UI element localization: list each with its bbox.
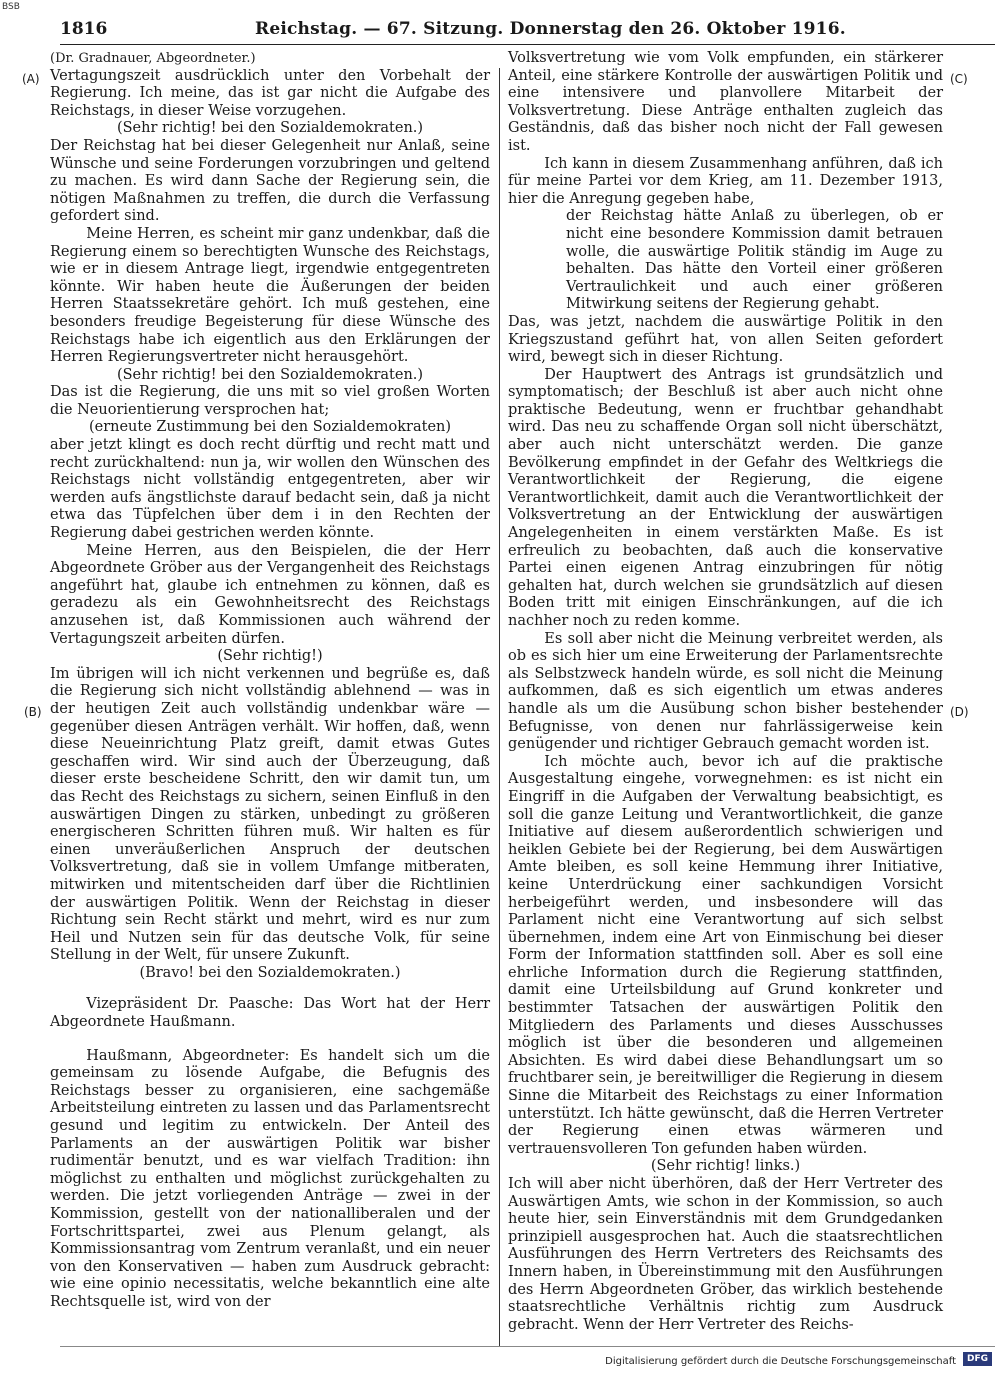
- paragraph: Vizepräsident Dr. Paasche: Das Wort hat der Herr Abgeordnete Haußmann.: [50, 996, 490, 1031]
- left-column: [50, 50, 490, 1312]
- margin-mark-a: (A): [22, 72, 40, 86]
- interjection: (Sehr richtig!): [217, 648, 323, 665]
- paragraph: Meine Herren, es scheint mir ganz undenkbar, daß die Regierung einem so berechtigten Wunsche des Reichstags, wie er in diesem Antrage liegt, irgendwie entgegentreten könnte. Wir haben heute die Äußerungen der beiden Herren Staatssekretäre gehört. Ich muß gestehen, eine besonders freudige Begeisterung für diese Wünsche des Reichstags habe ich eigentlich aus den Erklärungen der Herren Regierungsvertreter nicht herausgehört.: [50, 225, 490, 366]
- speaker-header: (Dr. Gradnauer, Abgeordneter.): [50, 51, 256, 66]
- paragraph: Ich kann in diesem Zusammenhang anführen, daß ich für meine Partei vor dem Krieg, am 11. Dezember 1913, hier die Anregung gegeben habe,: [508, 155, 943, 207]
- paragraph: Das, was jetzt, nachdem die auswärtige Politik in den Kriegszustand geführt hat, von allen Seiten gefordert wird, bewegt sich in dieser Richtung.: [508, 313, 943, 366]
- interjection: (Sehr richtig! bei den Sozialdemokraten.): [116, 366, 424, 383]
- interjection: (Sehr richtig! bei den Sozialdemokraten.): [116, 120, 424, 137]
- paragraph: Der Hauptwert des Antrags ist grundsätzlich und symptomatisch; der Beschluß ist aber auch nicht ohne praktische Bedeutung, wenn er fruchtbar gehandhabt wird. Das neu zu schaffende Organ soll nicht überschätzt, aber auch nicht unterschätzt werden. Die ganze Bevölkerung empfindet in der Gefahr des Weltkriegs die Verantwortlichkeit der Regierung, die eigene Verantwortlichkeit, damit auch die Verantwortlichkeit der Volksvertretung an der Entwicklung der auswärtigen Angelegenheiten in einem verstärkten Maße. Es ist erfreulich zu beobachten, daß auch die konservative Partei einen eigenen Antrag einzubringen für nötig gehalten hat, durch welchen sie grundsätzlich auf diesen Boden tritt mit einigen Einschränkungen, auf die ich nachher noch zu reden komme.: [508, 366, 943, 629]
- interjection: (erneute Zustimmung bei den Sozialdemokraten): [88, 419, 452, 436]
- dfg-logo: DFG: [963, 1352, 992, 1366]
- paragraph: Haußmann, Abgeordneter: Es handelt sich um die gemeinsam zu lösende Aufgabe, die Befugnis des Reichstags besser zu organisieren, eine sachgemäße Arbeitsteilung eintreten zu lassen und das Parlamentsrecht gesund und legitim zu entwickeln. Der Anteil des Parlaments an der auswärtigen Politik war bisher rudimentär benutzt, und es war vielfach Tradition: ihn möglichst zu enthalten und möglichst zurückgehalten zu werden. Die jetzt vorliegenden Anträge — zwei in der Kommission, gestellt von der nationalliberalen und der Fortschrittspartei, zwei aus Plenum gelangt, als Kommissionsantrag vom Zentrum veranlaßt, und ein neuer von den Konservativen — haben zum Ausdruck gebracht: wie eine opinio necessitatis, welche bekanntlich eine alte Rechtsquelle ist, wird von der: [50, 1047, 490, 1310]
- paragraph: Volksvertretung wie vom Volk empfunden, ein stärkerer Anteil, eine stärkere Kontrolle der auswärtigen Politik und eine intensivere und planvollere Mitarbeit der Volksvertretung. Diese Anträge enthalten zugleich das Geständnis, daß das bisher noch nicht der Fall gewesen ist.: [508, 50, 943, 154]
- paragraph: Es soll aber nicht die Meinung verbreitet werden, als ob es sich hier um eine Erweiterung der Parlamentsrechte als Selbstzweck handeln würde, es soll nicht die Meinung aufkommen, daß es sich eigentlich um etwas anderes handle als um die Ausübung schon bisher bestehender Befugnisse, von denen nur fahrlässigerweise kein genügender und richtiger Gebrauch gemacht worden ist.: [508, 630, 943, 753]
- footer-rule: [60, 1346, 995, 1347]
- column-divider: [499, 68, 500, 1346]
- interjection: (Bravo! bei den Sozialdemokraten.): [139, 964, 401, 981]
- library-corner-mark: BSB: [2, 2, 20, 12]
- paragraph: Das ist die Regierung, die uns mit so viel großen Worten die Neuorientierung versprochen hat;: [50, 384, 490, 418]
- margin-mark-b: (B): [24, 705, 42, 719]
- paragraph: Ich möchte auch, bevor ich auf die praktische Ausgestaltung eingehe, vorwegnehmen: es ist nicht ein Eingriff in die Aufgaben der Verwaltung beabsichtigt, es soll die ganze Leitung und Verantwortlichkeit, die ganze Initiative auf diesem außerordentlich schwierigen und heiklen Gebiete bei der Regierung, bei dem Auswärtigen Amte bleiben, es soll keine Hemmung ihrer Initiative, keine Unterdrückung einer sachkundigen Vorsicht herbeigeführt werden, und insbesondere will das Parlament nicht eine Verantwortung auf sich selbst übernehmen, indem eine Art von Einmischung bei dieser Form der Information stattfinden soll. Aber es soll eine ehrliche Information durch die Regierung stattfinden, damit eine Urteilsbildung auf Grund konkreter und bestimmter Tatsachen der auswärtigen Politik den Mitgliedern des Parlaments und dieses Ausschusses möglich ist über die besonderen und allgemeinen Absichten. Es wird dabei diese Behandlungsart um so fruchtbarer sein, je bereitwilliger die Regierung in diesem Sinne die Mitarbeit des Reichstags zu einer Information unterstützt. Ich hätte gewünscht, daß die Herren Vertreter der Regierung einen etwas wärmeren und vertrauensvolleren Ton gefunden haben würden.: [508, 753, 943, 1157]
- page-header: [60, 15, 990, 45]
- margin-mark-d: (D): [950, 705, 969, 719]
- paragraph: Meine Herren, aus den Beispielen, die der Herr Abgeordnete Gröber aus der Vergangenheit des Reichstags angeführt hat, glaube ich entnehmen zu können, daß es geradezu als ein Gewohnheitsrecht des Reichstags anzusehen ist, daß Kommissionen auch während der Vertagungszeit arbeiten dürfen.: [50, 542, 490, 647]
- paragraph: Ich will aber nicht überhören, daß der Herr Vertreter des Auswärtigen Amts, wie schon in der Kommission, so auch heute hier, sein Einverständnis mit dem Grundgedanken prinzipiell ausgesprochen hat. Auch die staatsrechtlichen Ausführungen des Herrn Vertreters des Reichsamts des Innern haben, in Übereinstimmung mit den Ausführungen des Herrn Abgeordneten Gröber, das wirklich bestehende staatsrechtliche Verhältnis richtig zum Ausdruck gebracht. Wenn der Herr Vertreter des Reichs-: [508, 1176, 943, 1333]
- paragraph: Der Reichstag hat bei dieser Gelegenheit nur Anlaß, seine Wünsche und seine Forderungen vorzubringen und geltend zu machen. Es wird dann Sache der Regierung sein, die nötigen Maßnahmen zu treffen, die durch die Verfassung gefordert sind.: [50, 137, 490, 225]
- funding-note: Digitalisierung gefördert durch die Deutsche Forschungsgemeinschaft: [605, 1356, 956, 1367]
- interjection: (Sehr richtig! links.): [650, 1158, 801, 1175]
- paragraph: aber jetzt klingt es doch recht dürftig und recht matt und recht zurückhaltend: nun ja, wir wollen den Wünschen des Reichstags nicht vollständig entgegentreten, aber wir werden aufs ängstlichste darauf bedacht sein, daß ja nicht etwa das Tüpfelchen über dem i in den Rechten der Regierung dabei gestrichen werden könnte.: [50, 437, 490, 542]
- running-title: Reichstag. — 67. Sitzung. Donnerstag den 26. Oktober 1916.: [255, 19, 846, 39]
- paragraph: Im übrigen will ich nicht verkennen und begrüße es, daß die Regierung sich nicht vollständig ablehnend — was in der heutigen Zeit auch vollständig undenkbar wäre — gegenüber diesen Anträgen verhält. Wir hoffen, daß, wenn diese Neueinrichtung Platz greift, damit etwas Gutes geschaffen wird. Wir sind auch der Überzeugung, daß dieser erste bescheidene Schritt, den wir damit tun, um das Recht des Reichstags zu sichern, seinen Einfluß in den auswärtigen Dingen zu stärken, unbedingt zu größeren energischeren Schritten führen muß. Wir halten es für einen unveräußerlichen Anspruch der deutschen Volksvertretung, daß sie in vollem Umfange mitberaten, mitwirken und mitentscheiden darf über die Richtlinien der auswärtigen Politik. Wenn der Reichstag in dieser Richtung sein Recht stärkt und mehrt, wird es nur zum Heil und Nutzen sein für das deutsche Volk, für seine Stellung in der Welt, für unsere Zukunft.: [50, 665, 490, 964]
- right-column: [508, 50, 943, 1334]
- margin-mark-c: (C): [950, 72, 968, 86]
- paragraph: Vertagungszeit ausdrücklich unter den Vorbehalt der Regierung. Ich meine, das ist gar nicht die Aufgabe des Reichstags, in dieser Weise vorzugehen.: [50, 67, 490, 119]
- page-number: 1816: [60, 19, 108, 39]
- quoted-passage: der Reichstag hätte Anlaß zu überlegen, ob er nicht eine besondere Kommission damit betrauen wolle, die auswärtige Politik ständig im Auge zu behalten. Das hätte den Vorteil einer größeren Vertraulichkeit und auch einer größeren Mitwirkung seitens der Regierung gehabt.: [566, 208, 943, 313]
- header-rule: [60, 44, 995, 45]
